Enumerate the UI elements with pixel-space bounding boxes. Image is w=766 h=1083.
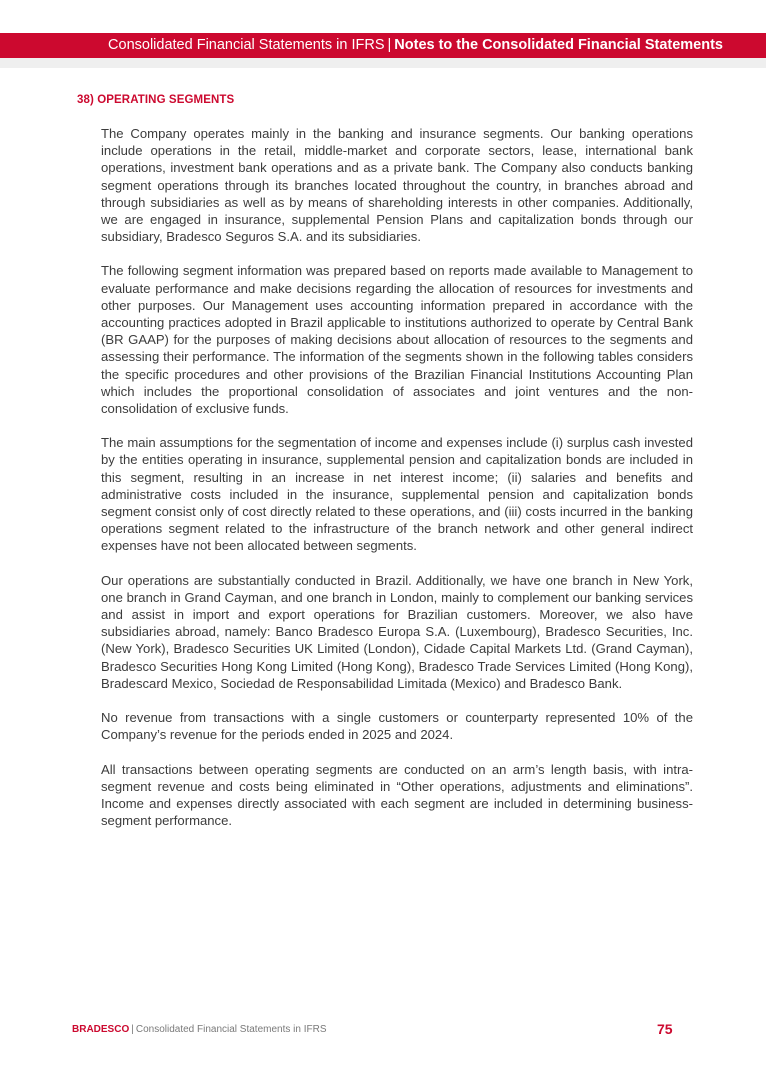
page-number: 75 [657,1021,673,1037]
footer-separator: | [131,1024,134,1035]
section-title: 38) OPERATING SEGMENTS [77,94,235,106]
paragraph-main-assumptions: The main assumptions for the segmentation of income and expenses include (i) surplus cash invested by the entities operating in insurance, supplemental pension and capitalization bonds are included in this segment, resulting in an increase in net interest income; (ii) salaries and benefits and administrative costs included in the insurance, supplemental pension and capitalization bonds segment consist only of cost directly related to these operations, and (iii) costs incurred in the banking operations segment related to the infrastructure of the branch network and other general indirect expenses have not been allocated between segments. [101,435,693,554]
header-separator: | [387,37,392,53]
page-footer [72,1024,327,1035]
paragraph-intersegment-transactions: All transactions between operating segments are conducted on an arm’s length basis, with intra-segment revenue and costs being eliminated in “Other operations, adjustments and eliminations”. Income and expenses directly associated with each segment are included in determining business-segment performance. [101,761,693,829]
header-shadow [0,58,766,68]
footer-brand: BRADESCO [72,1024,130,1035]
footer-title: Consolidated Financial Statements in IFRS [135,1024,327,1035]
header-right-title: Notes to the Consolidated Financial Statements [394,37,723,53]
paragraph-segments-overview: The Company operates mainly in the banking and insurance segments. Our banking operations include operations in the retail, middle-market and corporate sectors, lease, international bank operations, investment bank operations and as a private bank. The Company also conducts banking segment operations through its branches located throughout the country, in branches abroad and through subsidiaries as well as by means of shareholding interests in other companies. Additionally, we are engaged in insurance, supplemental Pension Plans and capitalization bonds through our subsidiary, Bradesco Seguros S.A. and its subsidiaries. [101,126,693,245]
paragraph-revenue-concentration: No revenue from transactions with a single customers or counterparty represented 10% of the Company’s revenue for the periods ended in 2025 and 2024. [101,710,693,743]
page-header [108,33,723,58]
paragraph-operations-abroad: Our operations are substantially conducted in Brazil. Additionally, we have one branch in New York, one branch in Grand Cayman, and one branch in London, mainly to complement our banking services and assist in import and export operations for Brazilian customers. Moreover, we also have subsidiaries abroad, namely: Banco Bradesco Europa S.A. (Luxembourg), Bradesco Securities, Inc. (New York), Bradesco Securities UK Limited (London), Cidade Capital Markets Ltd. (Grand Cayman), Bradesco Securities Hong Kong Limited (Hong Kong), Bradesco Trade Services Limited (Hong Kong), Bradescard Mexico, Sociedad de Responsabilidad Limitada (Mexico) and Bradesco Bank. [101,572,693,691]
body-text [101,125,693,846]
paragraph-segment-information: The following segment information was prepared based on reports made available to Management to evaluate performance and make decisions regarding the allocation of resources for investments and other purposes. Our Management uses accounting information prepared in accordance with the accounting practices adopted in Brazil applicable to institutions authorized to operate by Central Bank (BR GAAP) for the purposes of making decisions about allocation of resources to the segments and assessing their performance. The information of the segments shown in the following tables considers the specific procedures and other provisions of the Brazilian Financial Institutions Accounting Plan which includes the proportional consolidation of associates and joint ventures and the non-consolidation of exclusive funds. [101,263,693,417]
header-left-title: Consolidated Financial Statements in IFRS [108,37,385,53]
